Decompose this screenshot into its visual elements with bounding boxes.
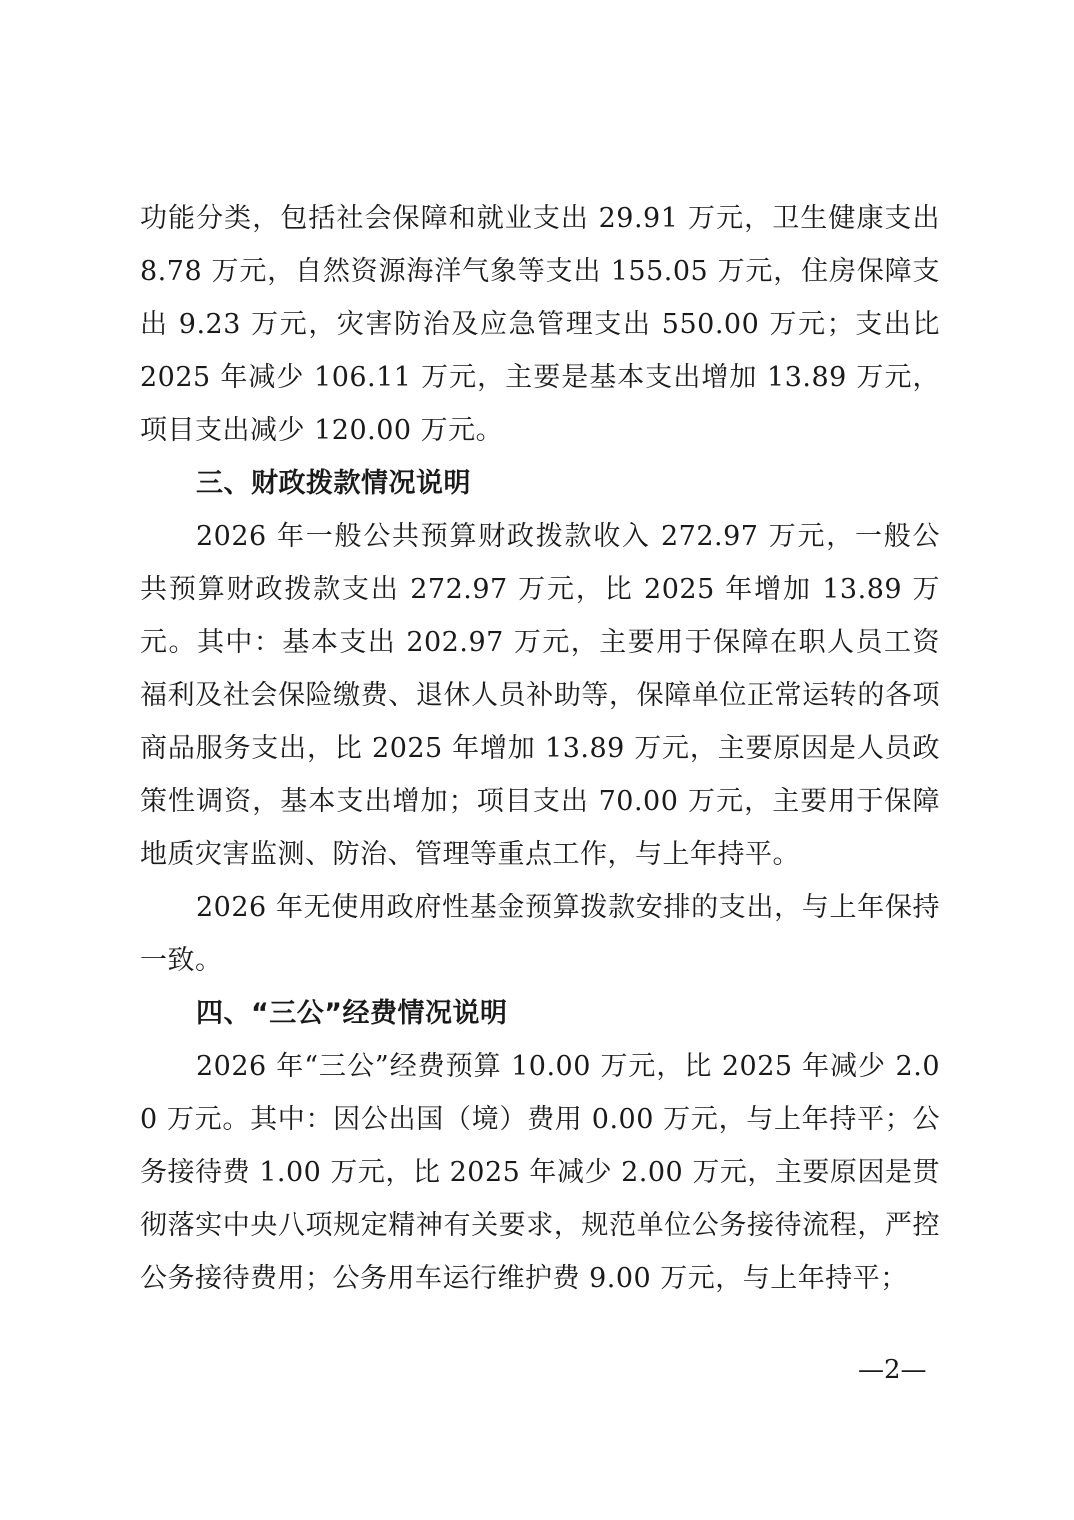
paragraph-three-public-expenses: 2026 年“三公”经费预算 10.00 万元，比 2025 年减少 2.00 万元。其中：因公出国（境）费用 0.00 万元，与上年持平；公务接待费 1.00 万元，比 2025 年减少 2.00 万元，主要原因是贯彻落实中央八项规定精神有关要求，规范单位公务接待流程，严控公务接待费用；公务用车运行维护费 9.00 万元，与上年持平；	[140, 1051, 940, 1294]
section-heading-three-public-expenses: 四、“三公”经费情况说明	[196, 998, 508, 1029]
paragraph-government-fund: 2026 年无使用政府性基金预算拨款安排的支出，与上年保持一致。	[140, 892, 940, 976]
page-number: —2—	[858, 1355, 927, 1385]
paragraph-function-classification: 功能分类，包括社会保障和就业支出 29.91 万元，卫生健康支出 8.78 万元，自然资源海洋气象等支出 155.05 万元，住房保障支出 9.23 万元，灾害防治及应急管理支出 550.00 万元；支出比 2025 年减少 106.11 万元，主要是基本支出增加 13.89 万元，项目支出减少 120.00 万元。	[140, 203, 940, 446]
paragraph-general-budget: 2026 年一般公共预算财政拨款收入 272.97 万元，一般公共预算财政拨款支出 272.97 万元，比 2025 年增加 13.89 万元。其中：基本支出 202.97 万元，主要用于保障在职人员工资福利及社会保险缴费、退休人员补助等，保障单位正常运转的各项商品服务支出，比 2025 年增加 13.89 万元，主要原因是人员政策性调资，基本支出增加；项目支出 70.00 万元，主要用于保障地质灾害监测、防治、管理等重点工作，与上年持平。	[140, 521, 940, 870]
section-heading-fiscal-appropriation: 三、财政拨款情况说明	[196, 468, 471, 499]
document-body	[140, 192, 940, 1305]
